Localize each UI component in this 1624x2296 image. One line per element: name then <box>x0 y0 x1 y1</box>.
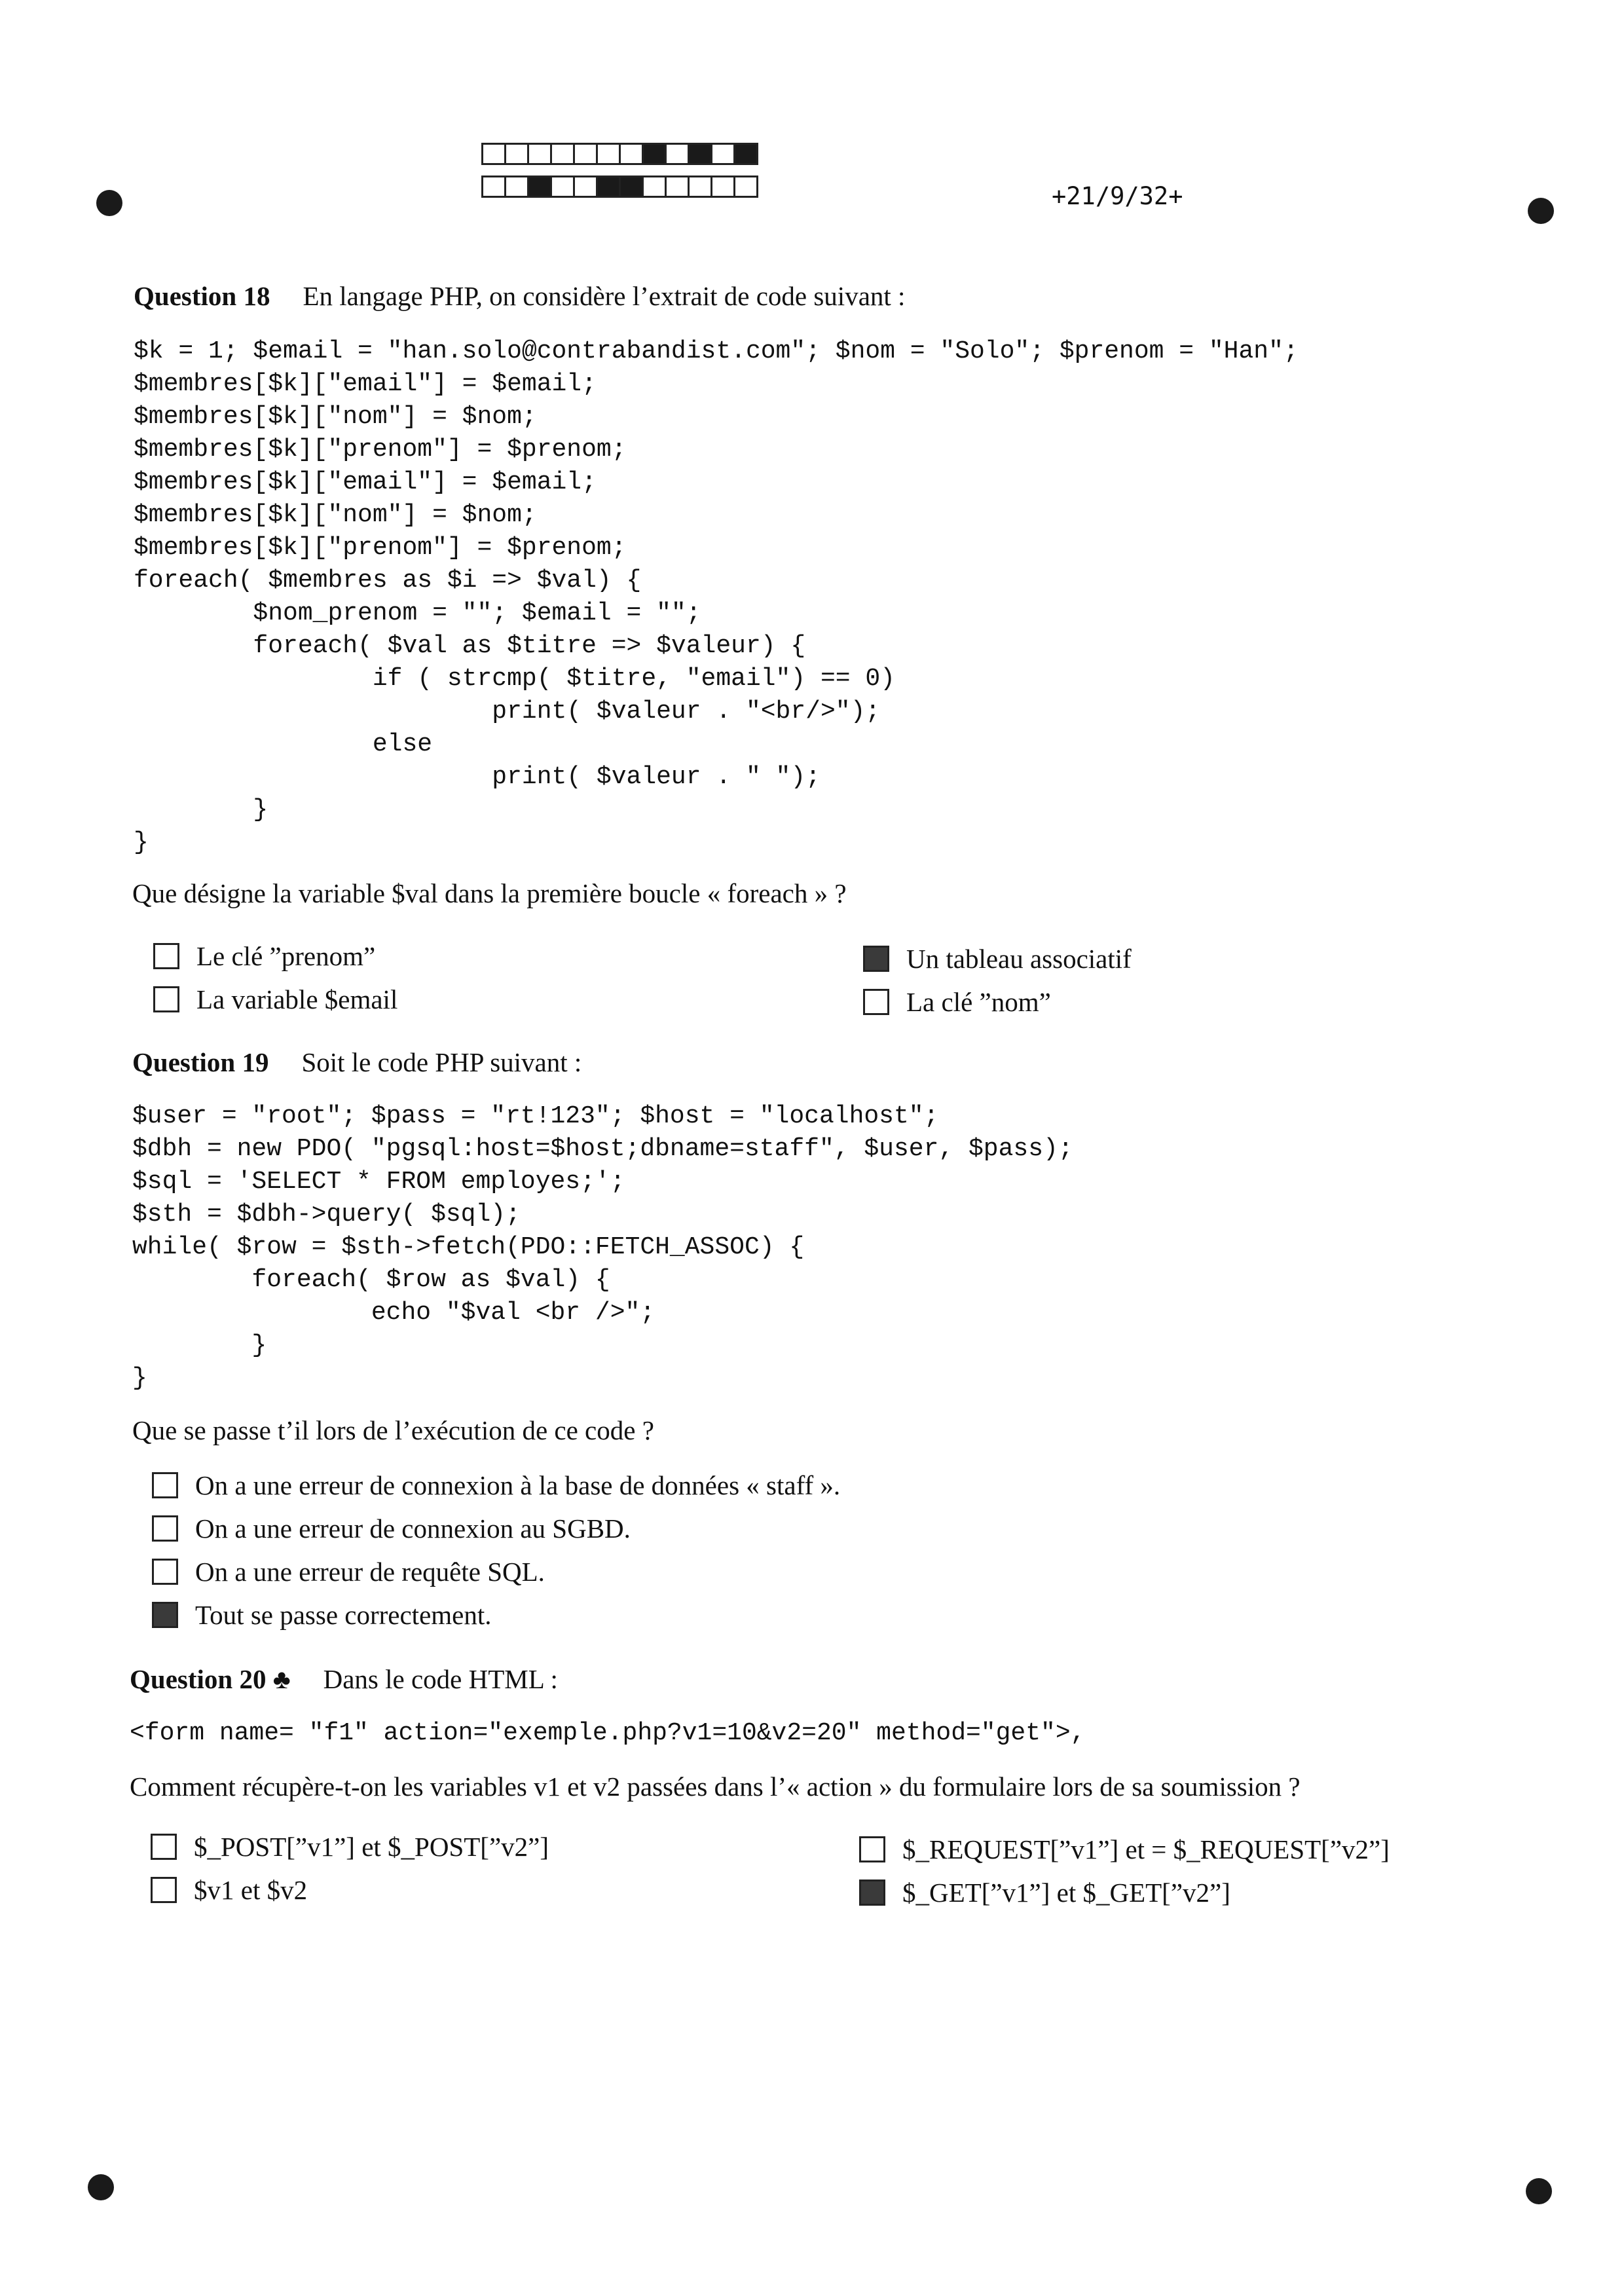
barcode-cell <box>665 143 690 165</box>
q18-code-line: foreach( $membres as $i => $val) { <box>134 566 642 595</box>
barcode-cell <box>504 176 529 198</box>
q18-code-line: $membres[$k]["prenom"] = $prenom; <box>134 435 627 464</box>
q20-option-2-label: $_REQUEST[”v1”] et = $_REQUEST[”v2”] <box>902 1834 1390 1864</box>
q19-option-2[interactable] <box>152 1513 631 1544</box>
q18-option-3[interactable] <box>153 984 397 1015</box>
q18-option-2-label: Un tableau associatif <box>906 944 1132 974</box>
q18-option-2-checkbox[interactable] <box>863 946 889 972</box>
question-18-text: En langage PHP, on considère l’extrait de code suivant : <box>303 281 906 311</box>
q18-code-line: if ( strcmp( $titre, "email") == 0) <box>134 665 895 693</box>
q18-code-line: foreach( $val as $titre => $valeur) { <box>134 632 806 660</box>
q18-option-4-checkbox[interactable] <box>863 989 889 1015</box>
q18-option-1-checkbox[interactable] <box>153 943 179 969</box>
q18-code-line: print( $valeur . "<br/>"); <box>134 697 881 726</box>
question-18-heading <box>134 280 905 312</box>
question-19-prompt: Que se passe t’il lors de l’exécution de ce code ? <box>132 1415 654 1445</box>
q19-code-line: } <box>132 1331 267 1360</box>
barcode-cell <box>527 176 552 198</box>
q20-option-4[interactable] <box>859 1877 1230 1908</box>
barcode-cell <box>481 176 506 198</box>
q18-code-line: $k = 1; $email = "han.solo@contrabandist.com"; $nom = "Solo"; $prenom = "Han"; <box>134 337 1299 365</box>
q19-option-3-label: On a une erreur de requête SQL. <box>195 1557 545 1587</box>
registration-mark-top-right <box>1528 198 1554 224</box>
barcode-cell <box>688 143 712 165</box>
barcode-row-top <box>481 143 756 165</box>
q18-code-line: else <box>134 730 433 758</box>
q19-option-3-checkbox[interactable] <box>152 1559 178 1585</box>
registration-mark-bottom-right <box>1526 2178 1552 2204</box>
q18-option-3-label: La variable $email <box>196 984 398 1014</box>
barcode-cell <box>481 143 506 165</box>
q20-option-4-label: $_GET[”v1”] et $_GET[”v2”] <box>902 1878 1230 1908</box>
q18-option-1-label: Le clé ”prenom” <box>196 941 376 971</box>
question-18-code <box>134 335 1299 859</box>
q19-option-2-checkbox[interactable] <box>152 1515 178 1542</box>
registration-mark-bottom-left <box>88 2174 114 2200</box>
q19-option-1[interactable] <box>152 1470 840 1501</box>
q19-code-line: $user = "root"; $pass = "rt!123"; $host = "localhost"; <box>132 1102 939 1130</box>
question-19-code <box>132 1100 1073 1395</box>
question-19-heading <box>132 1046 581 1078</box>
q19-option-2-label: On a une erreur de connexion au SGBD. <box>195 1513 631 1544</box>
q19-code-line: } <box>132 1364 147 1392</box>
barcode-cell <box>573 143 598 165</box>
barcode-cell <box>619 143 644 165</box>
barcode-cell <box>573 176 598 198</box>
question-19-label: Question 19 <box>132 1047 269 1077</box>
q19-option-1-checkbox[interactable] <box>152 1472 178 1498</box>
page-id: +21/9/32+ <box>1052 182 1183 210</box>
q18-code-line: } <box>134 828 149 857</box>
q19-code-line: echo "$val <br />"; <box>132 1299 655 1327</box>
q18-code-line: $membres[$k]["nom"] = $nom; <box>134 501 537 529</box>
q18-code-line: $membres[$k]["nom"] = $nom; <box>134 403 537 431</box>
q18-code-line: $membres[$k]["prenom"] = $prenom; <box>134 534 627 562</box>
barcode-cell <box>710 176 735 198</box>
q19-option-3[interactable] <box>152 1556 545 1587</box>
q18-option-1[interactable] <box>153 940 375 972</box>
question-20-label: Question 20 ♣ <box>130 1664 291 1694</box>
q18-option-4[interactable] <box>863 986 1051 1018</box>
q19-code-line: foreach( $row as $val) { <box>132 1266 610 1294</box>
barcode-row-bottom <box>481 176 756 198</box>
q18-code-line: $membres[$k]["email"] = $email; <box>134 468 597 496</box>
q19-code-line: $dbh = new PDO( "pgsql:host=$host;dbname=staff", $user, $pass); <box>132 1135 1073 1163</box>
registration-mark-top-left <box>96 190 122 216</box>
q19-code-line: $sql = 'SELECT * FROM employes;'; <box>132 1168 625 1196</box>
barcode-cell <box>550 143 575 165</box>
q20-option-1[interactable] <box>151 1831 549 1862</box>
q19-code-line: while( $row = $sth->fetch(PDO::FETCH_ASSOC) { <box>132 1233 805 1261</box>
q20-option-4-checkbox[interactable] <box>859 1879 885 1906</box>
barcode-cell <box>619 176 644 198</box>
q19-option-4[interactable] <box>152 1599 492 1631</box>
barcode-cell <box>596 143 621 165</box>
question-20-text: Dans le code HTML : <box>323 1664 558 1694</box>
q18-code-line: } <box>134 796 268 824</box>
q18-code-line: $nom_prenom = ""; $email = ""; <box>134 599 701 627</box>
barcode-cell <box>733 176 758 198</box>
q20-option-2[interactable] <box>859 1834 1390 1865</box>
barcode-cell <box>527 143 552 165</box>
q19-option-4-label: Tout se passe correctement. <box>195 1600 492 1630</box>
question-18-label: Question 18 <box>134 281 270 311</box>
question-20-code: <form name= "f1" action="exemple.php?v1=10&v2=20" method="get">, <box>130 1719 1086 1747</box>
q19-option-1-label: On a une erreur de connexion à la base de données « staff ». <box>195 1470 841 1500</box>
q19-option-4-checkbox[interactable] <box>152 1602 178 1628</box>
barcode-cell <box>504 143 529 165</box>
q20-option-1-label: $_POST[”v1”] et $_POST[”v2”] <box>194 1832 549 1862</box>
q18-code-line: print( $valeur . " "); <box>134 763 821 791</box>
q18-option-4-label: La clé ”nom” <box>906 987 1051 1017</box>
question-19-text: Soit le code PHP suivant : <box>301 1047 582 1077</box>
question-18-prompt: Que désigne la variable $val dans la première boucle « foreach » ? <box>132 878 847 908</box>
q18-option-3-checkbox[interactable] <box>153 986 179 1012</box>
barcode-cell <box>596 176 621 198</box>
q18-code-line: $membres[$k]["email"] = $email; <box>134 370 597 398</box>
q20-option-3-label: $v1 et $v2 <box>194 1875 308 1905</box>
q20-option-2-checkbox[interactable] <box>859 1836 885 1862</box>
q20-option-3[interactable] <box>151 1874 307 1906</box>
barcode-cell <box>550 176 575 198</box>
question-20-prompt: Comment récupère-t-on les variables v1 et v2 passées dans l’« action » du formulaire lors de sa soumission ? <box>130 1771 1301 1802</box>
barcode-cell <box>642 176 667 198</box>
q19-code-line: $sth = $dbh->query( $sql); <box>132 1200 521 1229</box>
q18-option-2[interactable] <box>863 943 1132 974</box>
question-20-heading <box>130 1663 558 1695</box>
q20-option-3-checkbox[interactable] <box>151 1877 177 1903</box>
barcode-cell <box>665 176 690 198</box>
q20-option-1-checkbox[interactable] <box>151 1834 177 1860</box>
barcode-cell <box>710 143 735 165</box>
barcode-cell <box>642 143 667 165</box>
barcode-cell <box>733 143 758 165</box>
barcode-cell <box>688 176 712 198</box>
